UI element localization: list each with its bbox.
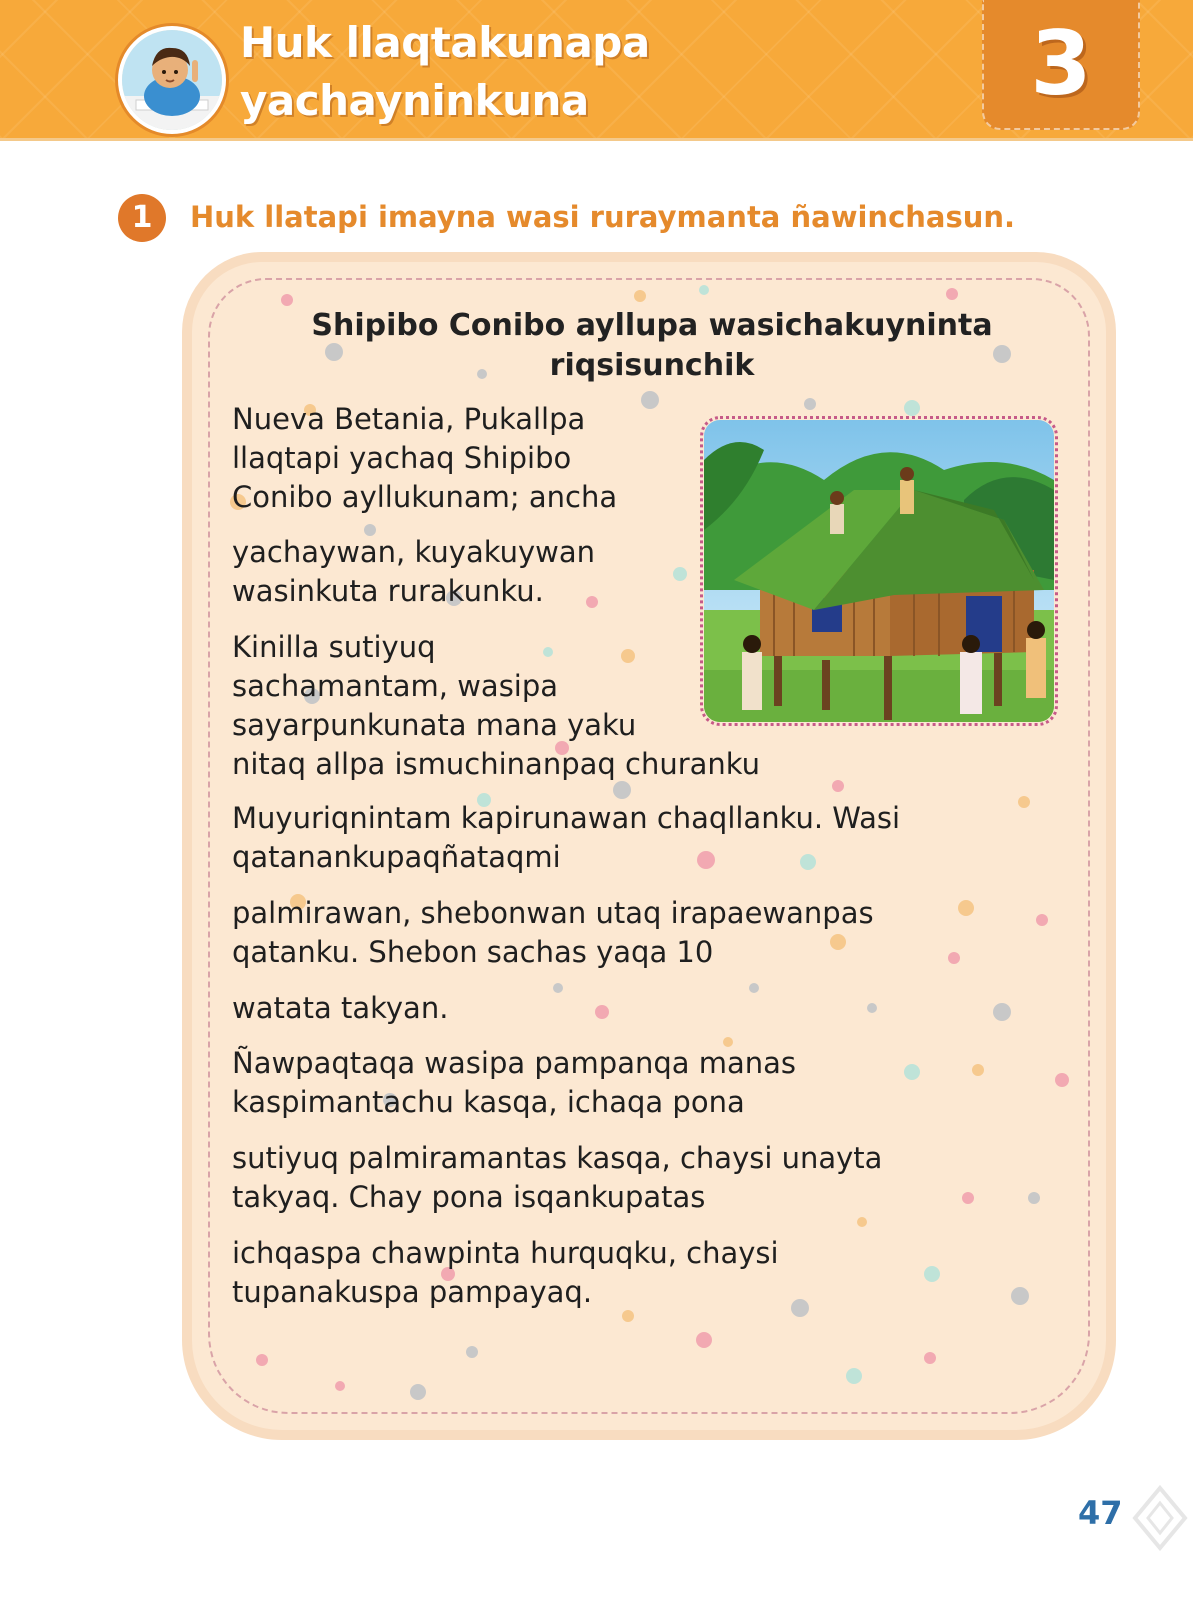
reading-paragraph: Muyuriqnintam kapirunawan chaqllanku. Wasi qatanankupaqñataqmi xyxy=(232,801,901,874)
reading-paragraph: sutiyuq palmiramantas kasqa, chaysi unayta takyaq. Chay pona isqankupatas xyxy=(232,1141,883,1214)
chapter-title-line-2: yachayninkuna xyxy=(240,76,589,125)
reading-paragraph: Kinilla sutiyuq sachamantam, wasipa sayarpunkunata mana yaku nitaq allpa ismuchinanpaq churanku xyxy=(232,630,761,781)
child-reading-icon xyxy=(118,26,226,134)
chapter-title xyxy=(240,14,940,130)
reading-paragraph: Nueva Betania, Pukallpa llaqtapi yachaq Shipibo Conibo ayllukunam; ancha xyxy=(232,402,618,514)
reading-paragraph: yachaywan, kuyakuywan wasinkuta rurakunku. xyxy=(232,535,596,608)
page-number: 47 xyxy=(1078,1494,1123,1532)
reading-card xyxy=(192,262,1106,1430)
step-number-badge: 1 xyxy=(118,194,166,242)
reading-paragraph: watata takyan. xyxy=(232,991,449,1025)
chapter-title-line-1: Huk llaqtakunapa xyxy=(240,18,650,67)
reading-title xyxy=(252,306,1052,386)
reading-paragraph: Ñawpaqtaqa wasipa pampanqa manas kaspimantachu kasqa, ichaqa pona xyxy=(232,1046,797,1119)
corner-diamond-decoration xyxy=(1130,1478,1190,1558)
chapter-header xyxy=(0,0,1193,141)
instruction-text: Huk llatapi imayna wasi ruraymanta ñawinchasun. xyxy=(190,200,1016,234)
reading-paragraph: ichqaspa chawpinta hurquqku, chaysi tupanakuspa pampayaq. xyxy=(232,1236,779,1309)
reading-paragraph: palmirawan, shebonwan utaq irapaewanpas qatanku. Shebon sachas yaqa 10 xyxy=(232,896,874,969)
chapter-number: 3 xyxy=(1030,12,1092,115)
reading-title-line-2: riqsisunchik xyxy=(549,348,755,383)
reading-title-line-1: Shipibo Conibo ayllupa wasichakuyninta xyxy=(311,308,993,343)
chapter-number-tab xyxy=(982,0,1140,130)
